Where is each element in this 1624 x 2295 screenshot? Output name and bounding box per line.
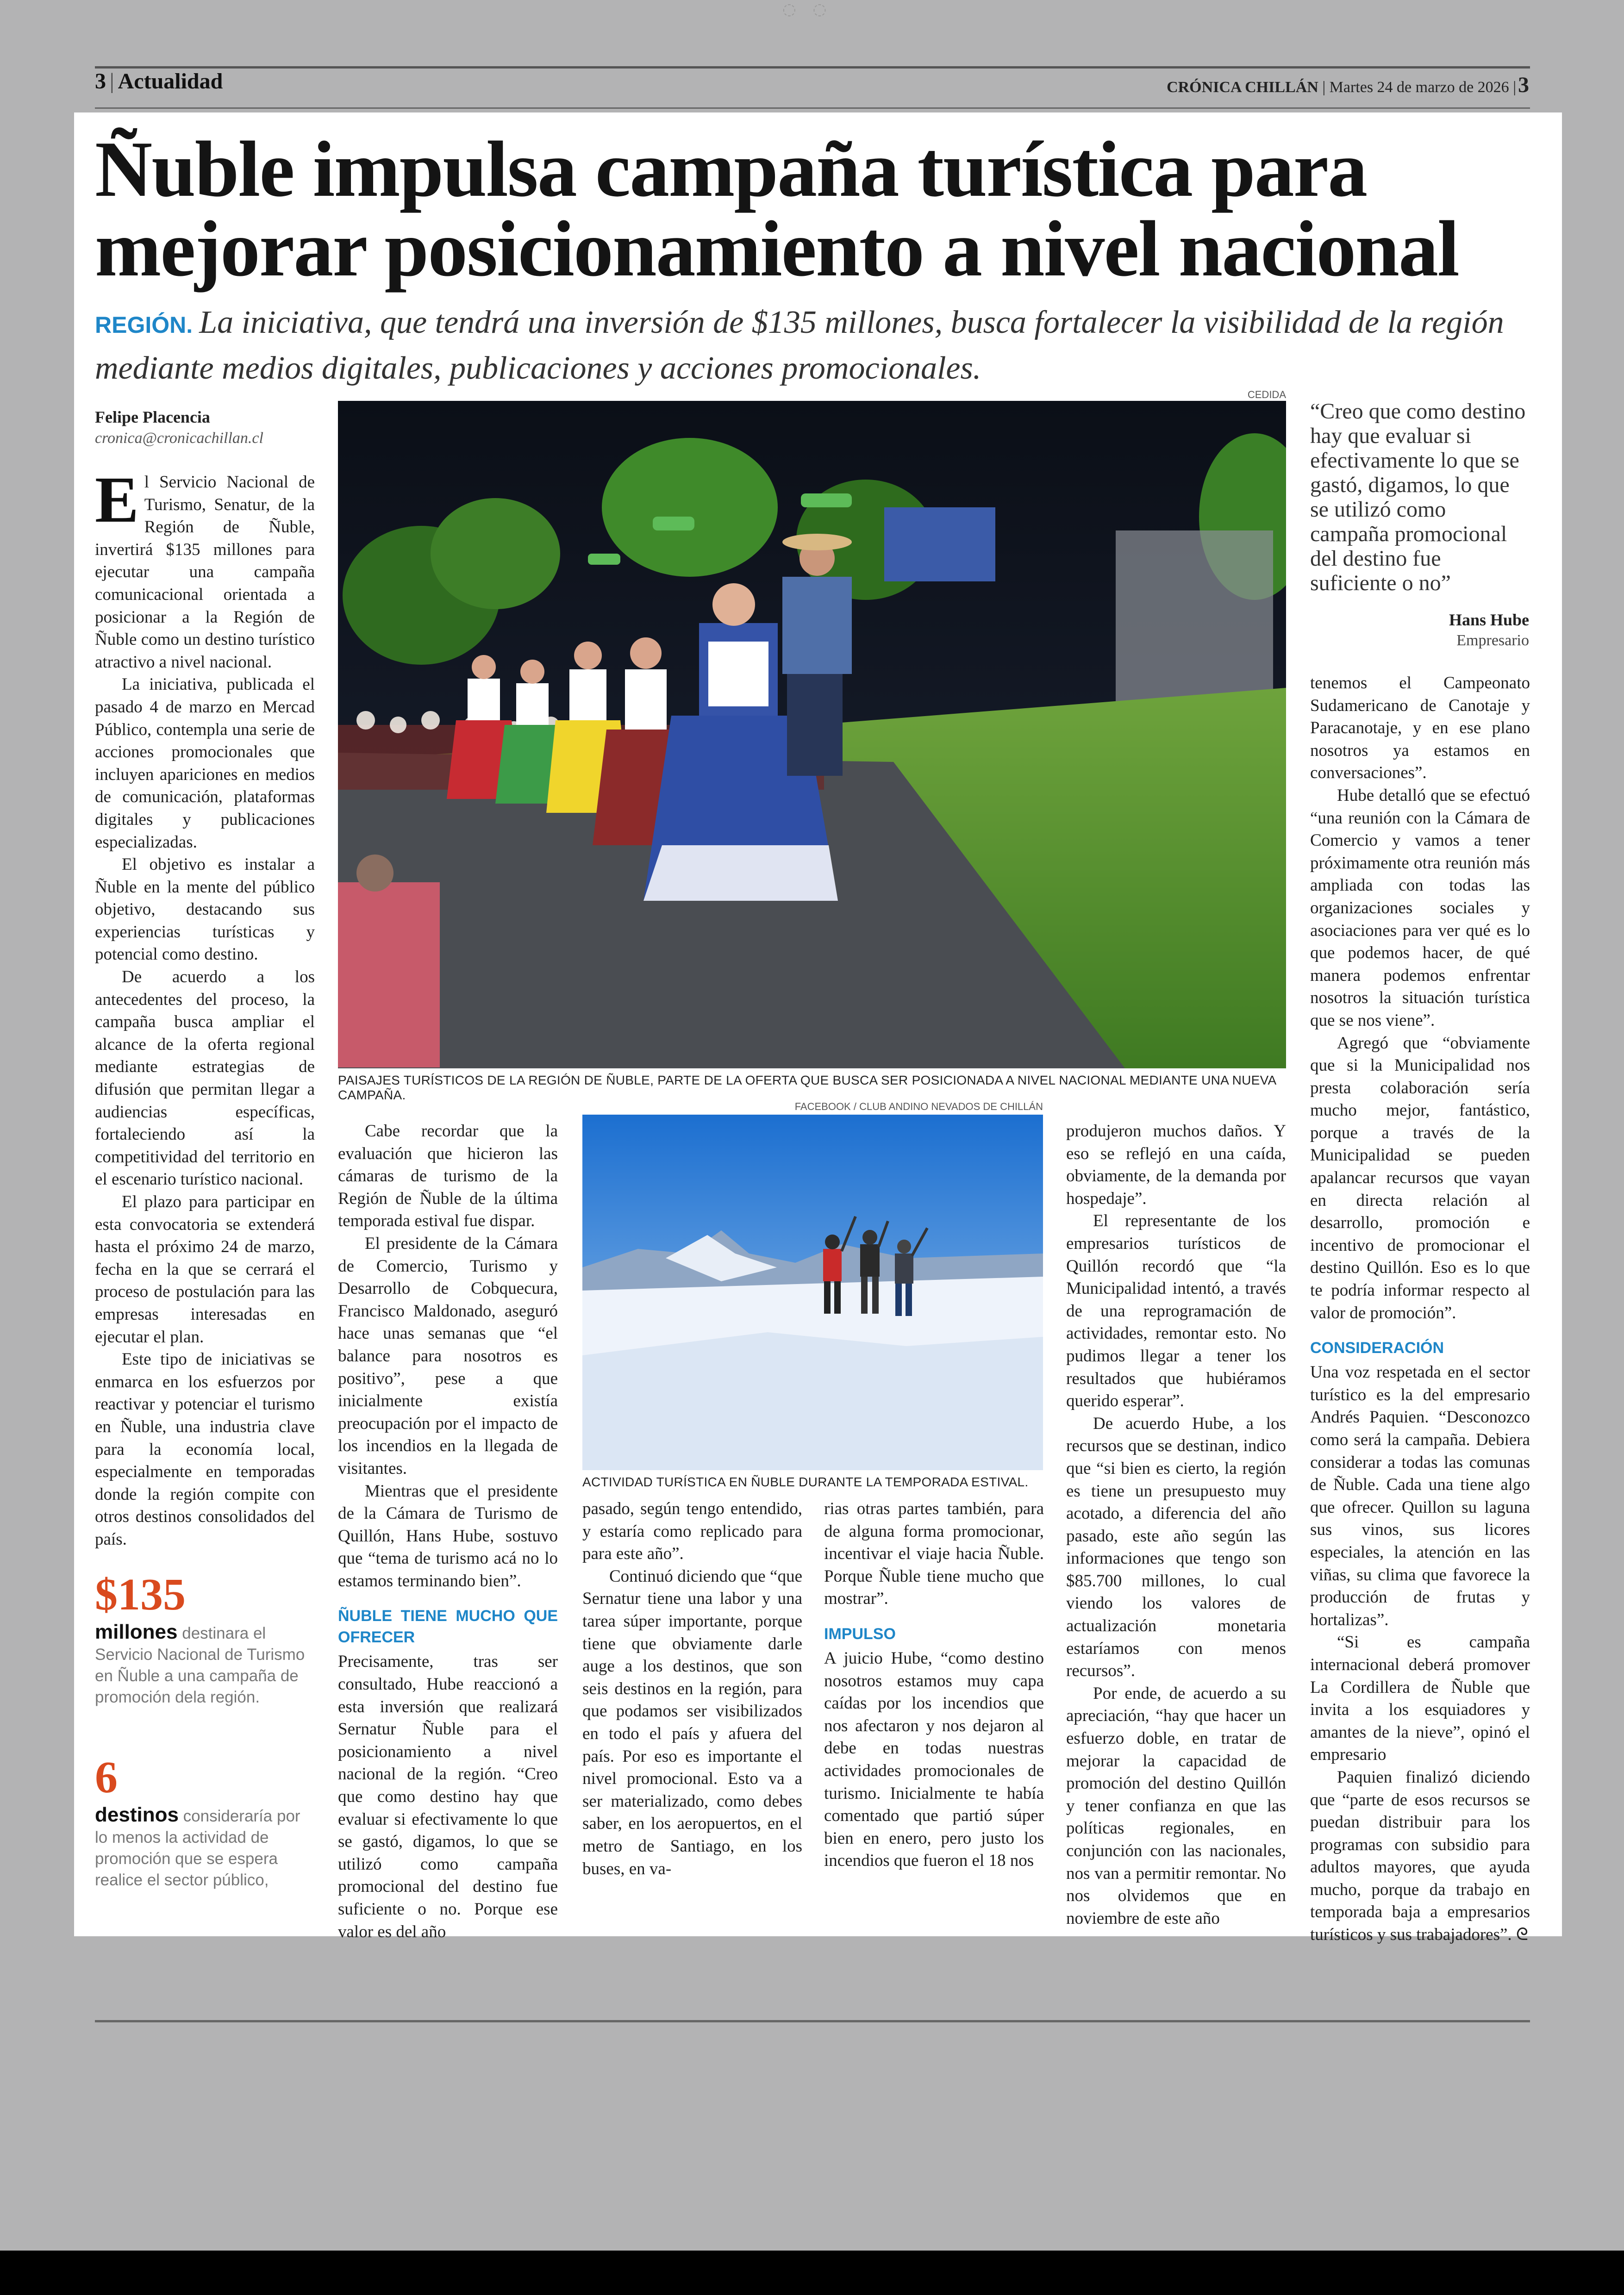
publication-date: Martes 24 de marzo de 2026 — [1329, 79, 1509, 96]
footer-rule — [95, 2020, 1530, 2022]
section-name: Actualidad — [118, 69, 223, 94]
col5-paragraph-4: Por ende, de acuerdo a su apreciación, “hay que hacer un esfuerzo doble, en tratar de mejorar la capacidad de promoción del destino Quillón y tener confianza en que las políticas regionales, en conjunción con las nacionales, nos van a permitir remontar. No nos olvidemos que en noviembre de este año — [1066, 1684, 1286, 1928]
col1-paragraph-4: De acuerdo a los antecedentes del proceso, la campaña busca ampliar el alcance de la oferta regional mediante estrategias de difusión que permitan llegar a audiencias específicas, fortaleciendo así la competitividad del territorio en el escenario turístico nacional. — [95, 967, 315, 1189]
col5-paragraph-1: produjeron muchos daños. Y eso se reflejó en una caída, obviamente, de la demanda por hospedaje”. — [1066, 1122, 1286, 1208]
publication-name: CRÓNICA CHILLÁN — [1167, 79, 1318, 96]
stat-box-2 — [95, 1754, 315, 1891]
headline-line-1: Ñuble impulsa campaña turística para — [95, 125, 1367, 213]
col4-paragraph-1: rias otras partes también, para de alguna forma promocionar, incentivar el viaje hacia Ñuble. Porque Ñuble tiene mucho que mostrar”. — [824, 1499, 1044, 1609]
col6-paragraph-2: Hube detalló que se efectuó “una reunión con la Cámara de Comercio y vamos a tener próximamente otra reunión más ampliada con todas las organizaciones sociales y asociaciones para ver qué es lo que podemos hacer, de qué manera podemos enfrentar nosotros la situación turística que se nos viene”. — [1310, 786, 1530, 1030]
photo-snow-summit — [582, 1115, 1043, 1470]
pull-quote: “Creo que como destino hay que evaluar si efectivamente lo que se gastó, digamos, lo que se utilizó como campaña promocional del destino fue suficiente o no” — [1310, 399, 1526, 595]
page-number-left: 3 — [95, 69, 106, 94]
article-column-4 — [824, 1498, 1044, 1872]
stat-2-unit: destinos — [95, 1803, 179, 1826]
col6-paragraph-5: “Si es campaña internacional deberá promover La Cordillera de Ñuble que invita a los esquiadores y amantes de la nieve”, opinó el empresario — [1310, 1633, 1530, 1765]
deck-tag: REGIÓN. — [95, 312, 193, 338]
photo2-caption: ACTIVIDAD TURÍSTICA EN ÑUBLE DURANTE LA TEMPORADA ESTIVAL. — [582, 1475, 1029, 1489]
header-bottom-rule — [95, 107, 1530, 109]
stat-2-text: consideraría por lo menos la actividad de promoción que se espera realice el sector público, — [95, 1807, 300, 1889]
page-number-right: 3 — [1518, 73, 1529, 97]
col3-paragraph-2: Continuó diciendo que “que Sernatur tiene una labor y una tarea súper importante, porque tiene que obviamente darle auge a los destinos, que son seis destinos en la región, para que podamos ser visibilizados en todo el país y afuera del país. Por eso es importante el nivel promocional. Esto va a ser materializado, como debes saber, en los aeropuertos, en el metro de Santiago, en los buses, en va- — [582, 1566, 802, 1878]
pull-quote-role: Empresario — [1456, 632, 1529, 649]
stat-1-value: $135 — [95, 1570, 186, 1620]
col4-subheading: IMPULSO — [824, 1625, 896, 1643]
col6-paragraph-6: Paquien finalizó diciendo que “parte de esos recursos se puedan distribuir para los programas con subsidio para adultos mayores, que ayuda mucho, porque da trabajo en temporada baja a empresarios turísticos y sus trabajadores”. — [1310, 1767, 1530, 1945]
col1-paragraph-3: El objetivo es instalar a Ñuble en la mente del público objetivo, destacando sus experiencias turísticas y potencial como destino. — [95, 855, 315, 964]
dropcap: E — [95, 463, 139, 536]
col1-paragraph-2: La iniciativa, publicada el pasado 4 de marzo en Mercad Público, contempla una serie de acciones promocionales que incluyen apariciones en medios de comunicación, plataformas digitales y publicaciones especializadas. — [95, 675, 315, 852]
col2-subheading: ÑUBLE TIENE MUCHO QUE OFRECER — [338, 1607, 558, 1646]
snow-summit-illustration — [582, 1115, 1043, 1470]
col2-paragraph-2: El presidente de la Cámara de Comercio, Turismo y Desarrollo de Cobquecura, Francisco Maldonado, aseguró hace unas semanas que “el balance para nosotros es positivo”, pese a que inicialmente existía preocupación por el impacto de los incendios en la llegada de visitantes. — [338, 1234, 558, 1478]
photo1-caption: PAISAJES TURÍSTICOS DE LA REGIÓN DE ÑUBLE, PARTE DE LA OFERTA QUE BUSCA SER POSICIONADA A NIVEL NACIONAL MEDIANTE UNA NUEVA CAMPAÑA. — [338, 1073, 1276, 1102]
publication-header: CRÓNICA CHILLÁN | Martes 24 de marzo de 2026 |3 — [1167, 73, 1529, 97]
page-section-header: 3 | Actualidad — [95, 69, 223, 94]
byline-email: cronica@cronicachillan.cl — [95, 430, 263, 447]
article-column-1 — [95, 463, 315, 1551]
photo2-credit: FACEBOOK / CLUB ANDINO NEVADOS DE CHILLÁN — [794, 1101, 1043, 1112]
col6-paragraph-4: Una voz respetada en el sector turístico es la del empresario Andrés Paquien. “Desconozco como será la campaña. Debiera considerar a todas las comunas de Ñuble. Cada una tiene algo que ofrecer. Quillon su laguna sus vinos, sus licores especiales, la atención en las viñas, su clima que favorece la producción de frutas y hortalizas”. — [1310, 1363, 1530, 1629]
headline-line-2: mejorar posicionamiento a nivel nacional — [95, 205, 1459, 293]
deck-text: La iniciativa, que tendrá una inversión de $135 millones, busca fortalecer la visibilidad de la región mediante medios digitales, publicaciones y acciones promocionales. — [95, 305, 1504, 386]
col1-paragraph-6: Este tipo de iniciativas se enmarca en los esfuerzos por reactivar y potenciar el turismo en Ñuble, una industria clave para la economía local, especialmente en temporadas donde la región compite con otros destinos consolidados del país. — [95, 1350, 315, 1549]
col3-paragraph-1: pasado, según tengo entendido, y estaría como replicado para para este año”. — [582, 1499, 802, 1564]
col5-paragraph-2: El representante de los empresarios turísticos de Quillón recordó que “la Municipalidad intentó, a través de una reprogramación de actividades, remontar esto. No pudimos llegar a tener los resultados que hubiéramos querido esperar”. — [1066, 1211, 1286, 1411]
viewer-page-dots: ◌◌ — [782, 0, 843, 19]
col2-paragraph-1: Cabe recordar que la evaluación que hicieron las cámaras de turismo de la Región de Ñuble de la última temporada estival fue dispar. — [338, 1122, 558, 1231]
col2-paragraph-4: Precisamente, tras ser consultado, Hube reaccionó a esta inversión que realizará Sernatur Ñuble para el posicionamiento a nivel nacional de la región. “Creo que como destino hay que evaluar si efectivamente lo que se gastó, digamos, lo que se utilizó como campaña promocional del destino fue suficiente o no. Porque ese valor es del año — [338, 1652, 558, 1941]
header-top-rule — [95, 66, 1530, 69]
folk-dancers-illustration — [338, 401, 1286, 1068]
col6-paragraph-1: tenemos el Campeonato Sudamericano de Canotaje y Paracanotaje, y en ese plano nosotros ya estamos en conversaciones”. — [1310, 674, 1530, 783]
col6-subheading: CONSIDERACIÓN — [1310, 1339, 1444, 1357]
article-deck — [95, 301, 1539, 390]
headline — [95, 125, 1539, 293]
article-column-2 — [338, 1120, 558, 1943]
article-column-3 — [582, 1498, 802, 1880]
end-mark: ᘓ — [1516, 1925, 1528, 1945]
col4-paragraph-2: A juicio Hube, “como destino nosotros estamos muy capa caídas por los incendios que nos afectaron y nos dejaron al debe en todas nuestras actividades promocionales de turismo. Inicialmente te había comentado que partió súper bien en enero, pero justo los incendios que fueron el 18 nos — [824, 1648, 1044, 1871]
stat-box-1 — [95, 1572, 315, 1708]
article-column-6 — [1310, 672, 1530, 1946]
col1-paragraph-1: l Servicio Nacional de Turismo, Senatur, de la Región de Ñuble, invertirá $135 millones para ejecutar una campaña comunicacional orientada a posicionar a la Región de Ñuble como un destino turístico atractivo a nivel nacional. — [95, 473, 315, 672]
byline-author: Felipe Placencia — [95, 408, 210, 426]
pull-quote-author: Hans Hube — [1449, 611, 1529, 629]
viewer-bottom-bar — [0, 2251, 1624, 2295]
photo-folk-dancers — [338, 401, 1286, 1068]
stat-1-unit: millones — [95, 1621, 178, 1643]
col5-paragraph-3: De acuerdo Hube, a los recursos que se destinan, indico que “si bien es cierto, la región es tiene un presupuesto muy acotado, a diferencia del año pasado, este año según las informaciones que tengo son $85.700 millones, lo cual viendo los valores de actualización monetaria estaríamos con menos recursos”. — [1066, 1414, 1286, 1681]
col1-paragraph-5: El plazo para participar en esta convocatoria se extenderá hasta el próximo 24 de marzo, fecha en la que se cerrará el proceso de postulación para las empresas interesadas en ejecutar el plan. — [95, 1192, 315, 1347]
stat-1-text: destinara el Servicio Nacional de Turismo en Ñuble a una campaña de promoción dela región. — [95, 1624, 305, 1706]
photo1-credit: CEDIDA — [1247, 389, 1286, 400]
stat-2-value: 6 — [95, 1752, 118, 1802]
col6-paragraph-3: Agregó que “obviamente que si la Municipalidad nos presta colaboración sería mucho mejor, fantástico, porque a través de la Municipalidad se pueden apalancar recursos que vayan en directa relación al desarrollo, promoción e incentivo de promocionar el destino Quillón. Eso es lo que te podría informar respecto al valor de promoción”. — [1310, 1033, 1530, 1322]
col2-paragraph-3: Mientras que el presidente de la Cámara de Turismo de Quillón, Hans Hube, sostuvo que “tema de turismo acá no lo estamos terminando bien”. — [338, 1481, 558, 1590]
article-column-5 — [1066, 1120, 1286, 1930]
